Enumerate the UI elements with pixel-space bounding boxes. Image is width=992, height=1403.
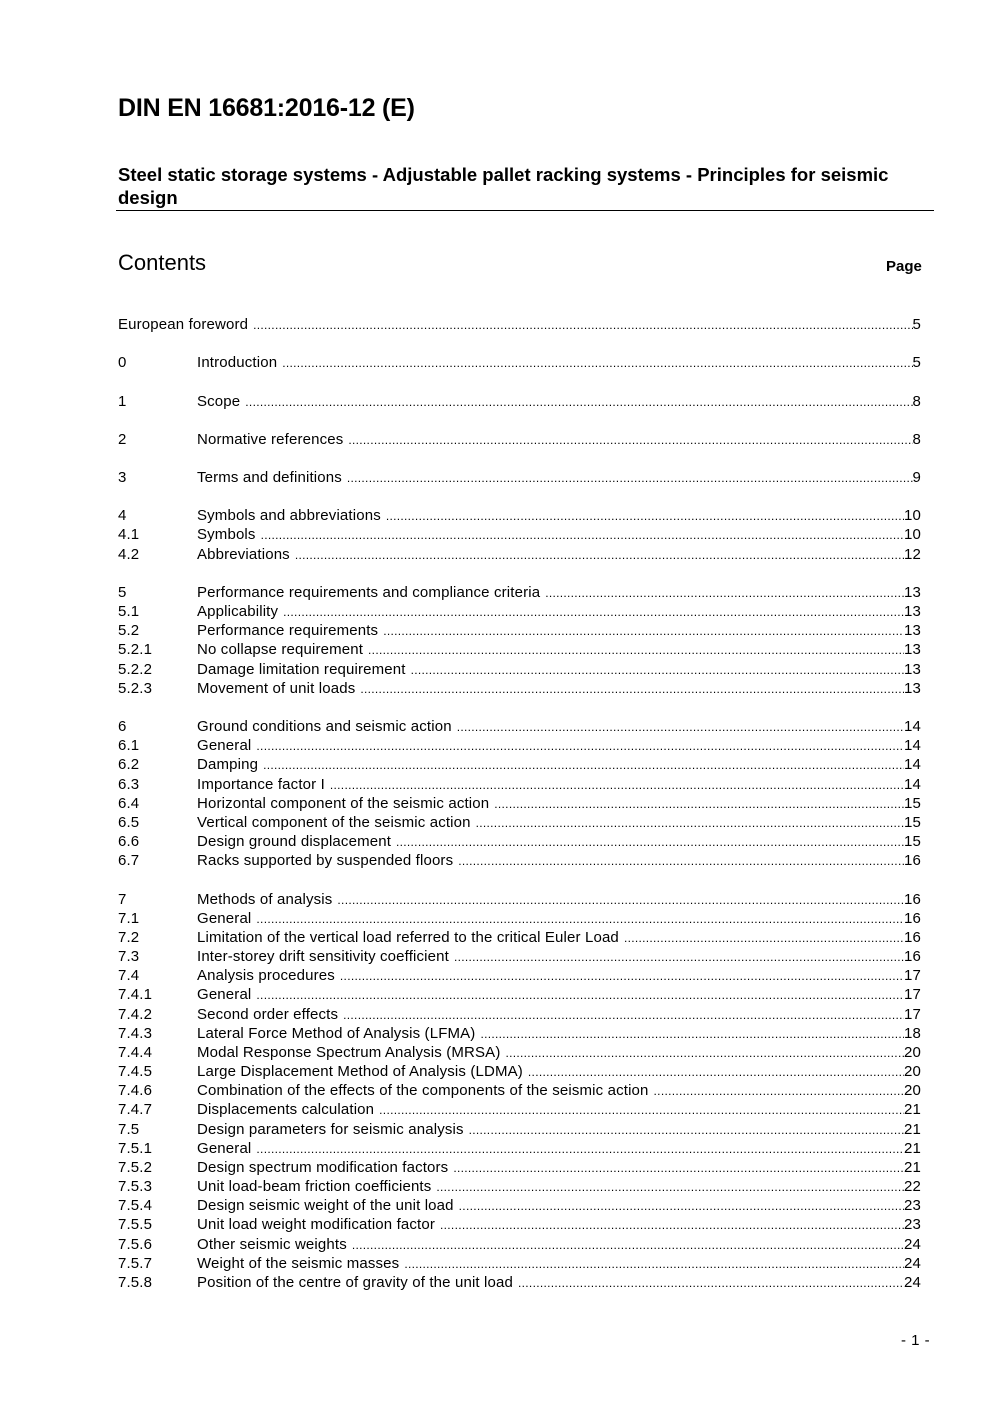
toc-entry-title: Applicability bbox=[197, 603, 279, 620]
toc-entry-page: 13 bbox=[904, 603, 921, 620]
toc-dot-leader bbox=[476, 814, 904, 833]
toc-entry-title: Analysis procedures bbox=[197, 967, 335, 984]
toc-entry bbox=[118, 985, 921, 1004]
page-column-heading: Page bbox=[886, 258, 922, 275]
toc-entry-number: 6 bbox=[118, 718, 127, 735]
toc-dot-leader bbox=[352, 1236, 904, 1255]
toc-entry-number: 6.3 bbox=[118, 776, 140, 793]
document-title: Steel static storage systems - Adjustable pallet racking systems - Principles for seismic design bbox=[118, 164, 889, 208]
toc-entry bbox=[118, 1254, 921, 1273]
toc-entry-page: 16 bbox=[904, 948, 921, 965]
toc-entry-page: 16 bbox=[904, 891, 921, 908]
toc-entry bbox=[118, 851, 921, 870]
toc-entry-number: 6.6 bbox=[118, 833, 140, 850]
toc-entry bbox=[118, 1139, 921, 1158]
toc-entry-number: 7.5.3 bbox=[118, 1178, 153, 1195]
toc-entry-title: Design spectrum modification factors bbox=[197, 1159, 449, 1176]
toc-dot-leader bbox=[379, 1101, 904, 1120]
toc-dot-leader bbox=[396, 833, 904, 852]
toc-dot-leader bbox=[457, 718, 904, 737]
toc-entry-number: 4 bbox=[118, 507, 127, 524]
toc-entry-page: 17 bbox=[904, 967, 921, 984]
toc-entry-number: 2 bbox=[118, 431, 127, 448]
toc-entry-page: 14 bbox=[904, 718, 921, 735]
page-number: - 1 - bbox=[901, 1332, 931, 1349]
toc-entry-page: 8 bbox=[912, 431, 921, 448]
toc-dot-leader bbox=[494, 795, 904, 814]
toc-entry-title: Second order effects bbox=[197, 1006, 339, 1023]
toc-entry-page: 23 bbox=[904, 1197, 921, 1214]
toc-entry-page: 10 bbox=[904, 507, 921, 524]
toc-entry bbox=[118, 1005, 921, 1024]
toc-dot-leader bbox=[360, 680, 904, 699]
toc-entry bbox=[118, 1062, 921, 1081]
toc-dot-leader bbox=[253, 316, 912, 335]
toc-entry-page: 24 bbox=[904, 1255, 921, 1272]
toc-entry-page: 16 bbox=[904, 910, 921, 927]
toc-dot-leader bbox=[256, 1140, 904, 1159]
toc-entry-number: 3 bbox=[118, 469, 127, 486]
toc-entry-title: Normative references bbox=[197, 431, 344, 448]
toc-entry-title: General bbox=[197, 737, 252, 754]
toc-entry-title: Vertical component of the seismic action bbox=[197, 814, 471, 831]
toc-entry bbox=[118, 353, 921, 372]
toc-entry bbox=[118, 525, 921, 544]
toc-entry-number: 7.4.6 bbox=[118, 1082, 153, 1099]
toc-dot-leader bbox=[340, 967, 904, 986]
toc-dot-leader bbox=[505, 1044, 904, 1063]
toc-dot-leader bbox=[347, 469, 913, 488]
toc-entry-title: Damage limitation requirement bbox=[197, 661, 406, 678]
toc-entry-number: 4.2 bbox=[118, 546, 140, 563]
toc-entry-number: 7 bbox=[118, 891, 127, 908]
toc-entry-number: 5.1 bbox=[118, 603, 140, 620]
toc-entry-title: Design seismic weight of the unit load bbox=[197, 1197, 454, 1214]
toc-dot-leader bbox=[528, 1063, 904, 1082]
toc-entry-number: 6.2 bbox=[118, 756, 140, 773]
toc-entry-number: 5.2.2 bbox=[118, 661, 153, 678]
toc-entry-page: 15 bbox=[904, 814, 921, 831]
toc-dot-leader bbox=[458, 852, 904, 871]
toc-dot-leader bbox=[283, 603, 904, 622]
toc-entry-page: 21 bbox=[904, 1140, 921, 1157]
toc-entry-page: 22 bbox=[904, 1178, 921, 1195]
toc-entry bbox=[118, 1235, 921, 1254]
toc-entry-page: 16 bbox=[904, 929, 921, 946]
toc-entry-number: 7.5.5 bbox=[118, 1216, 153, 1233]
toc-entry bbox=[118, 947, 921, 966]
toc-entry-title: Movement of unit loads bbox=[197, 680, 356, 697]
toc-entry-title: Lateral Force Method of Analysis (LFMA) bbox=[197, 1025, 476, 1042]
toc-entry bbox=[118, 1100, 921, 1119]
toc-dot-leader bbox=[469, 1121, 904, 1140]
toc-entry bbox=[118, 755, 921, 774]
toc-entry-title: Introduction bbox=[197, 354, 278, 371]
toc-entry-number: 7.2 bbox=[118, 929, 140, 946]
toc-entry bbox=[118, 966, 921, 985]
toc-dot-leader bbox=[436, 1178, 904, 1197]
toc-dot-leader bbox=[348, 431, 912, 450]
toc-dot-leader bbox=[459, 1197, 904, 1216]
toc-entry bbox=[118, 545, 921, 564]
toc-entry bbox=[118, 506, 921, 525]
toc-entry-page: 15 bbox=[904, 795, 921, 812]
toc-entry-title: Position of the centre of gravity of the unit load bbox=[197, 1274, 514, 1291]
toc-dot-leader bbox=[654, 1082, 904, 1101]
toc-entry-page: 15 bbox=[904, 833, 921, 850]
toc-entry bbox=[118, 717, 921, 736]
toc-entry-page: 13 bbox=[904, 584, 921, 601]
toc-entry-page: 14 bbox=[904, 776, 921, 793]
toc-entry-title: Weight of the seismic masses bbox=[197, 1255, 400, 1272]
toc-entry-number: 0 bbox=[118, 354, 127, 371]
toc-dot-leader bbox=[624, 929, 904, 948]
toc-entry-number: 7.5.7 bbox=[118, 1255, 153, 1272]
toc-dot-leader bbox=[282, 354, 912, 373]
toc-entry bbox=[118, 736, 921, 755]
toc-entry bbox=[118, 1081, 921, 1100]
toc-entry-title: Ground conditions and seismic action bbox=[197, 718, 452, 735]
toc-entry-page: 20 bbox=[904, 1082, 921, 1099]
toc-entry-page: 21 bbox=[904, 1101, 921, 1118]
toc-entry bbox=[118, 468, 921, 487]
toc-entry-title: General bbox=[197, 986, 252, 1003]
toc-entry bbox=[118, 315, 921, 334]
toc-entry bbox=[118, 430, 921, 449]
toc-dot-leader bbox=[245, 393, 912, 412]
toc-dot-leader bbox=[386, 507, 904, 526]
toc-entry-page: 18 bbox=[904, 1025, 921, 1042]
toc-entry-number: 7.5.1 bbox=[118, 1140, 153, 1157]
toc-entry-title: Abbreviations bbox=[197, 546, 290, 563]
toc-entry-number: 7.5 bbox=[118, 1121, 140, 1138]
toc-entry bbox=[118, 1273, 921, 1292]
title-divider bbox=[116, 210, 934, 211]
toc-dot-leader bbox=[453, 1159, 904, 1178]
toc-entry-number: 7.4.7 bbox=[118, 1101, 153, 1118]
toc-entry-number: 7.4.3 bbox=[118, 1025, 153, 1042]
toc-entry-number: 1 bbox=[118, 393, 127, 410]
toc-entry-page: 21 bbox=[904, 1159, 921, 1176]
toc-entry-number: 7.4.2 bbox=[118, 1006, 153, 1023]
toc-entry-number: 4.1 bbox=[118, 526, 140, 543]
toc-entry-number: 5 bbox=[118, 584, 127, 601]
toc-entry bbox=[118, 1196, 921, 1215]
document-id: DIN EN 16681:2016-12 (E) bbox=[118, 94, 415, 122]
toc-dot-leader bbox=[330, 776, 904, 795]
toc-entry-title: Horizontal component of the seismic action bbox=[197, 795, 490, 812]
toc-entry-page: 5 bbox=[912, 316, 921, 333]
toc-entry-number: 6.1 bbox=[118, 737, 140, 754]
toc-dot-leader bbox=[343, 1006, 904, 1025]
toc-dot-leader bbox=[480, 1025, 904, 1044]
toc-entry bbox=[118, 928, 921, 947]
toc-entry-page: 14 bbox=[904, 737, 921, 754]
toc-entry-number: 7.5.4 bbox=[118, 1197, 153, 1214]
toc-entry-page: 17 bbox=[904, 1006, 921, 1023]
toc-entry-title: Importance factor I bbox=[197, 776, 325, 793]
toc-dot-leader bbox=[383, 622, 904, 641]
toc-dot-leader bbox=[454, 948, 904, 967]
toc-entry-title: Displacements calculation bbox=[197, 1101, 375, 1118]
toc-entry-title: Performance requirements and compliance criteria bbox=[197, 584, 541, 601]
toc-entry-page: 10 bbox=[904, 526, 921, 543]
toc-dot-leader bbox=[256, 737, 904, 756]
toc-dot-leader bbox=[256, 910, 904, 929]
toc-entry-title: Symbols and abbreviations bbox=[197, 507, 381, 524]
toc-entry bbox=[118, 1177, 921, 1196]
toc-entry-page: 12 bbox=[904, 546, 921, 563]
toc-entry bbox=[118, 890, 921, 909]
toc-entry bbox=[118, 392, 921, 411]
toc-dot-leader bbox=[261, 526, 904, 545]
toc-entry bbox=[118, 1043, 921, 1062]
toc-dot-leader bbox=[518, 1274, 904, 1293]
toc-entry bbox=[118, 1120, 921, 1139]
toc-entry bbox=[118, 602, 921, 621]
toc-entry bbox=[118, 832, 921, 851]
toc-entry-page: 24 bbox=[904, 1236, 921, 1253]
contents-heading: Contents bbox=[118, 250, 207, 275]
toc-dot-leader bbox=[337, 891, 904, 910]
toc-entry-title: Design ground displacement bbox=[197, 833, 392, 850]
toc-entry-page: 21 bbox=[904, 1121, 921, 1138]
toc-entry-number: 7.5.6 bbox=[118, 1236, 153, 1253]
toc-entry bbox=[118, 583, 921, 602]
toc-entry-title: Large Displacement Method of Analysis (LDMA) bbox=[197, 1063, 523, 1080]
toc-entry bbox=[118, 660, 921, 679]
toc-entry-title: Unit load weight modification factor bbox=[197, 1216, 436, 1233]
toc-entry-title: Other seismic weights bbox=[197, 1236, 347, 1253]
toc-entry-title: Methods of analysis bbox=[197, 891, 333, 908]
toc-entry-title: Damping bbox=[197, 756, 259, 773]
toc-entry-title: Terms and definitions bbox=[197, 469, 342, 486]
toc-entry-page: 13 bbox=[904, 622, 921, 639]
toc-entry-page: 17 bbox=[904, 986, 921, 1003]
toc-entry bbox=[118, 679, 921, 698]
toc-entry bbox=[118, 1024, 921, 1043]
toc-entry-page: 13 bbox=[904, 641, 921, 658]
toc-entry-page: 13 bbox=[904, 661, 921, 678]
toc-entry bbox=[118, 909, 921, 928]
toc-entry-title: Limitation of the vertical load referred to the critical Euler Load bbox=[197, 929, 619, 946]
toc-entry-number: 7.4.1 bbox=[118, 986, 153, 1003]
toc-entry-title: General bbox=[197, 910, 252, 927]
toc-entry-title: Design parameters for seismic analysis bbox=[197, 1121, 464, 1138]
toc-entry-title: Modal Response Spectrum Analysis (MRSA) bbox=[197, 1044, 501, 1061]
toc-entry bbox=[118, 794, 921, 813]
toc-entry-number: 7.4 bbox=[118, 967, 140, 984]
toc-entry-number: 6.7 bbox=[118, 852, 140, 869]
toc-dot-leader bbox=[295, 546, 904, 565]
toc-dot-leader bbox=[368, 641, 904, 660]
toc-entry-page: 16 bbox=[904, 852, 921, 869]
toc-entry-page: 14 bbox=[904, 756, 921, 773]
toc-entry-page: 23 bbox=[904, 1216, 921, 1233]
toc-entry-page: 24 bbox=[904, 1274, 921, 1291]
toc-entry-number: 7.4.5 bbox=[118, 1063, 153, 1080]
toc-entry-number: 7.1 bbox=[118, 910, 140, 927]
toc-entry-title: No collapse requirement bbox=[197, 641, 364, 658]
toc-entry-number: 6.5 bbox=[118, 814, 140, 831]
toc-entry-page: 13 bbox=[904, 680, 921, 697]
toc-entry-title: Performance requirements bbox=[197, 622, 379, 639]
toc-entry-number: 5.2.3 bbox=[118, 680, 153, 697]
toc-entry-title: European foreword bbox=[118, 316, 249, 333]
toc-dot-leader bbox=[404, 1255, 904, 1274]
toc-entry bbox=[118, 621, 921, 640]
toc-entry-title: Combination of the effects of the components of the seismic action bbox=[197, 1082, 649, 1099]
toc-entry-number: 7.4.4 bbox=[118, 1044, 153, 1061]
toc-entry-number: 7.5.8 bbox=[118, 1274, 153, 1291]
toc-dot-leader bbox=[545, 584, 904, 603]
toc-entry bbox=[118, 1215, 921, 1234]
toc-entry-title: Unit load-beam friction coefficients bbox=[197, 1178, 432, 1195]
toc-entry-page: 8 bbox=[912, 393, 921, 410]
toc-entry-number: 7.5.2 bbox=[118, 1159, 153, 1176]
toc-entry bbox=[118, 640, 921, 659]
toc-entry-page: 5 bbox=[912, 354, 921, 371]
toc-entry-number: 5.2.1 bbox=[118, 641, 153, 658]
toc-dot-leader bbox=[440, 1216, 904, 1235]
toc-dot-leader bbox=[263, 756, 904, 775]
toc-entry bbox=[118, 1158, 921, 1177]
toc-entry-number: 5.2 bbox=[118, 622, 140, 639]
toc-entry-page: 20 bbox=[904, 1044, 921, 1061]
toc-entry bbox=[118, 813, 921, 832]
toc-dot-leader bbox=[411, 661, 904, 680]
toc-entry-number: 6.4 bbox=[118, 795, 140, 812]
toc-entry-title: Symbols bbox=[197, 526, 256, 543]
toc-entry-title: Scope bbox=[197, 393, 241, 410]
toc-entry-number: 7.3 bbox=[118, 948, 140, 965]
toc-entry-title: Inter-storey drift sensitivity coefficient bbox=[197, 948, 449, 965]
toc-entry-page: 9 bbox=[912, 469, 921, 486]
toc-dot-leader bbox=[256, 986, 904, 1005]
toc-entry-page: 20 bbox=[904, 1063, 921, 1080]
toc-entry bbox=[118, 775, 921, 794]
toc-entry-title: General bbox=[197, 1140, 252, 1157]
toc-entry-title: Racks supported by suspended floors bbox=[197, 852, 454, 869]
